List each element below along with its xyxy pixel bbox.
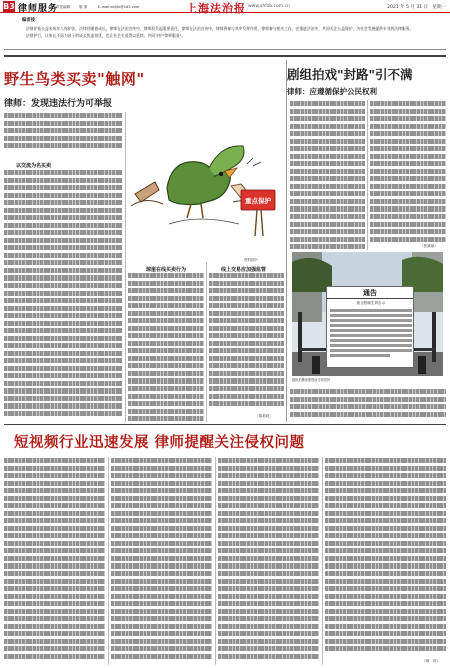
right-article-title: 剧组拍戏"封路"引不满 — [287, 67, 413, 82]
paper-website: www.shfzb.com.cn — [248, 4, 290, 9]
divider-bottom-section — [4, 424, 446, 425]
divider-top-heavy — [4, 55, 446, 57]
col-rule-3 — [367, 100, 368, 250]
header-layout: 版 面 — [79, 5, 88, 9]
left-subhead-3: 线上交易应加强监管 — [221, 267, 267, 273]
page-number: B3 — [3, 2, 15, 11]
bird-cartoon-illustration — [129, 124, 283, 257]
bottom-col4-body — [325, 458, 446, 658]
header-editor: 责任编辑 — [56, 5, 71, 9]
col-rule-1 — [125, 112, 126, 422]
col-rule-b3 — [322, 457, 323, 665]
section-title: 律师服务 — [18, 4, 59, 14]
left-article-col1-body — [4, 170, 122, 423]
editor-note-head: 编者按： — [22, 18, 40, 23]
notice-title: 通告 — [327, 287, 413, 299]
right-article-col1-body — [290, 101, 365, 249]
photo-caption — [292, 378, 443, 388]
section-rule — [286, 60, 287, 422]
right-article-col-continued — [290, 389, 446, 421]
page-header — [0, 0, 450, 13]
bottom-article-title: 短视频行业迅速发展 律师提醒关注侵权问题 — [14, 435, 305, 451]
right-article-author: （张斌斌） — [420, 244, 438, 248]
bottom-col2-body — [111, 458, 212, 666]
left-subhead-2: 琼崖在线买卖行为 — [146, 267, 187, 273]
right-article-col2-body — [370, 101, 446, 249]
col-rule-2 — [206, 262, 207, 422]
photo-caption-a: 剧组拍摄前需提前告知居民 — [292, 378, 331, 382]
left-article-author: （陈莉莉） — [255, 414, 273, 418]
editor-note-body-2: 法律护行，让家长不再为孩子的成长焦虑担忧，也让社会关爱得以延续，共同守护"律师服务"。 — [26, 33, 186, 38]
left-article-col3-body — [209, 273, 284, 413]
illustration-sign-text: 重点保护 — [245, 197, 271, 205]
bottom-col1-body — [4, 458, 105, 666]
header-email: E-mail:ahljfz@163.com — [98, 5, 140, 9]
col-rule-b2 — [215, 457, 216, 665]
notice-subtitle: 致全校师生的告示 — [356, 301, 386, 305]
road-closure-notice — [326, 286, 414, 368]
divider-top — [4, 49, 446, 50]
col-rule-b1 — [108, 457, 109, 665]
illustration-credit: 资料图片 — [244, 258, 259, 262]
left-subhead-1: 以交流为名买卖 — [16, 163, 52, 169]
right-article-subtitle: 律师：应遵循保护公民权利 — [287, 87, 377, 96]
issue-date: 2021 年 5 月 31 日 星期一 — [387, 5, 446, 10]
left-article-col2-body — [128, 273, 204, 421]
bottom-article-author: （顾 祥） — [422, 659, 440, 663]
left-article-col1-intro — [4, 113, 122, 153]
editor-note-body: 法律护佑公益未成年人保护法，法律伴随着成长。律师在法治宣传中，律师担负起重要责任，律师在法治宣传中，律师将参与其中发挥作用，律师参与相关工作，在推进法治中，共同关注公益保护，为社会发展提供专业的法律服务。 — [26, 26, 414, 31]
left-article-subtitle: 律师：发现违法行为可举报 — [4, 99, 113, 109]
left-article-title: 野生鸟类买卖"触网" — [4, 70, 145, 88]
paper-title: 上海法治报 — [186, 2, 246, 15]
bottom-col3-body — [218, 458, 319, 666]
